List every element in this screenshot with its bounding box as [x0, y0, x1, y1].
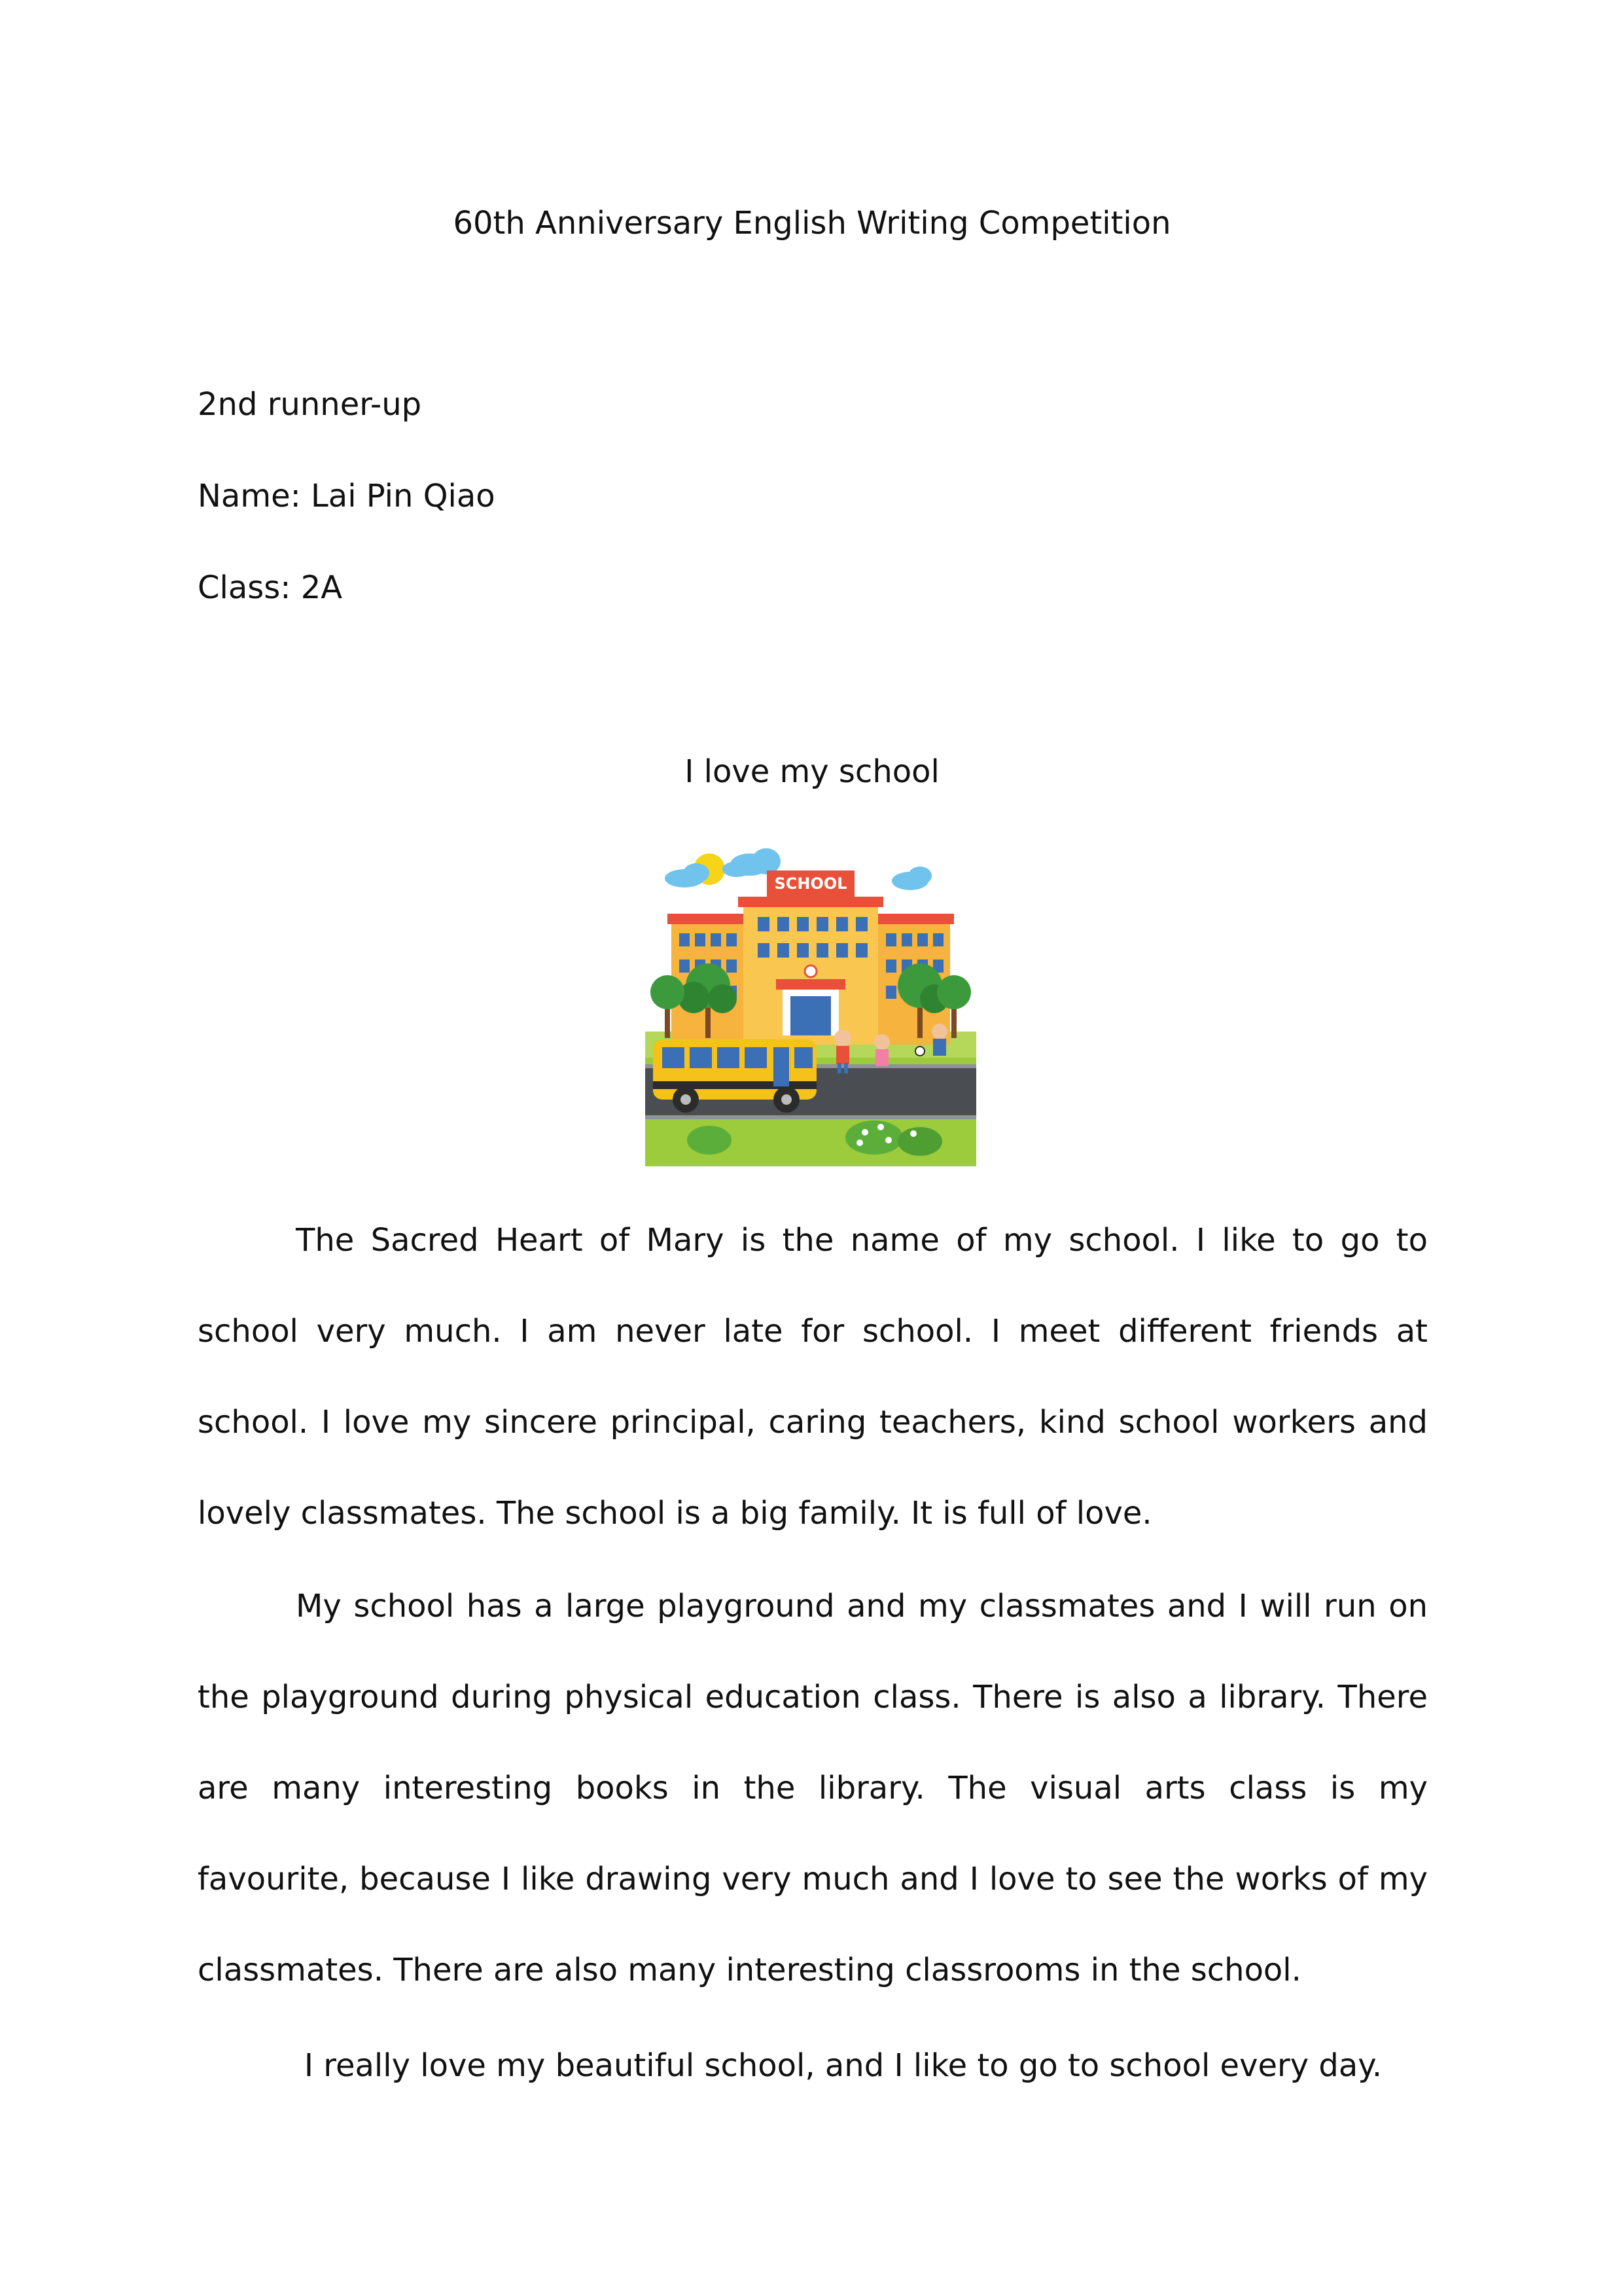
school-illustration: [645, 835, 976, 1166]
award-line: 2nd runner-up: [198, 386, 422, 423]
essay-paragraph-1: The Sacred Heart of Mary is the name of my school. I like to go to school very much. I am never late for school. I meet different friends at school. I love my sincere principal, caring teachers, kind school workers and lovely classmates. The school is a big family. It is full of love.: [198, 1222, 1428, 1532]
name-line: Name: Lai Pin Qiao: [198, 478, 495, 514]
class-line: Class: 2A: [198, 569, 343, 606]
school-sign: SCHOOL: [774, 874, 847, 893]
bush-icon: [687, 1126, 732, 1155]
essay-paragraph-3: I really love my beautiful school, and I like to go to school every day.: [304, 2047, 1383, 2084]
competition-title: 60th Anniversary English Writing Competition: [453, 205, 1171, 242]
essay-title: I love my school: [684, 753, 940, 790]
essay-paragraph-2: My school has a large playground and my classmates and I will run on the playground during physical education class. There is also a library. There are many interesting books in the library. The visual arts class is my favourite, because I like drawing very much and I love to see the works of my classmates. There are also many interesting classrooms in the school.: [198, 1588, 1428, 1988]
child-icon: [874, 1034, 890, 1066]
